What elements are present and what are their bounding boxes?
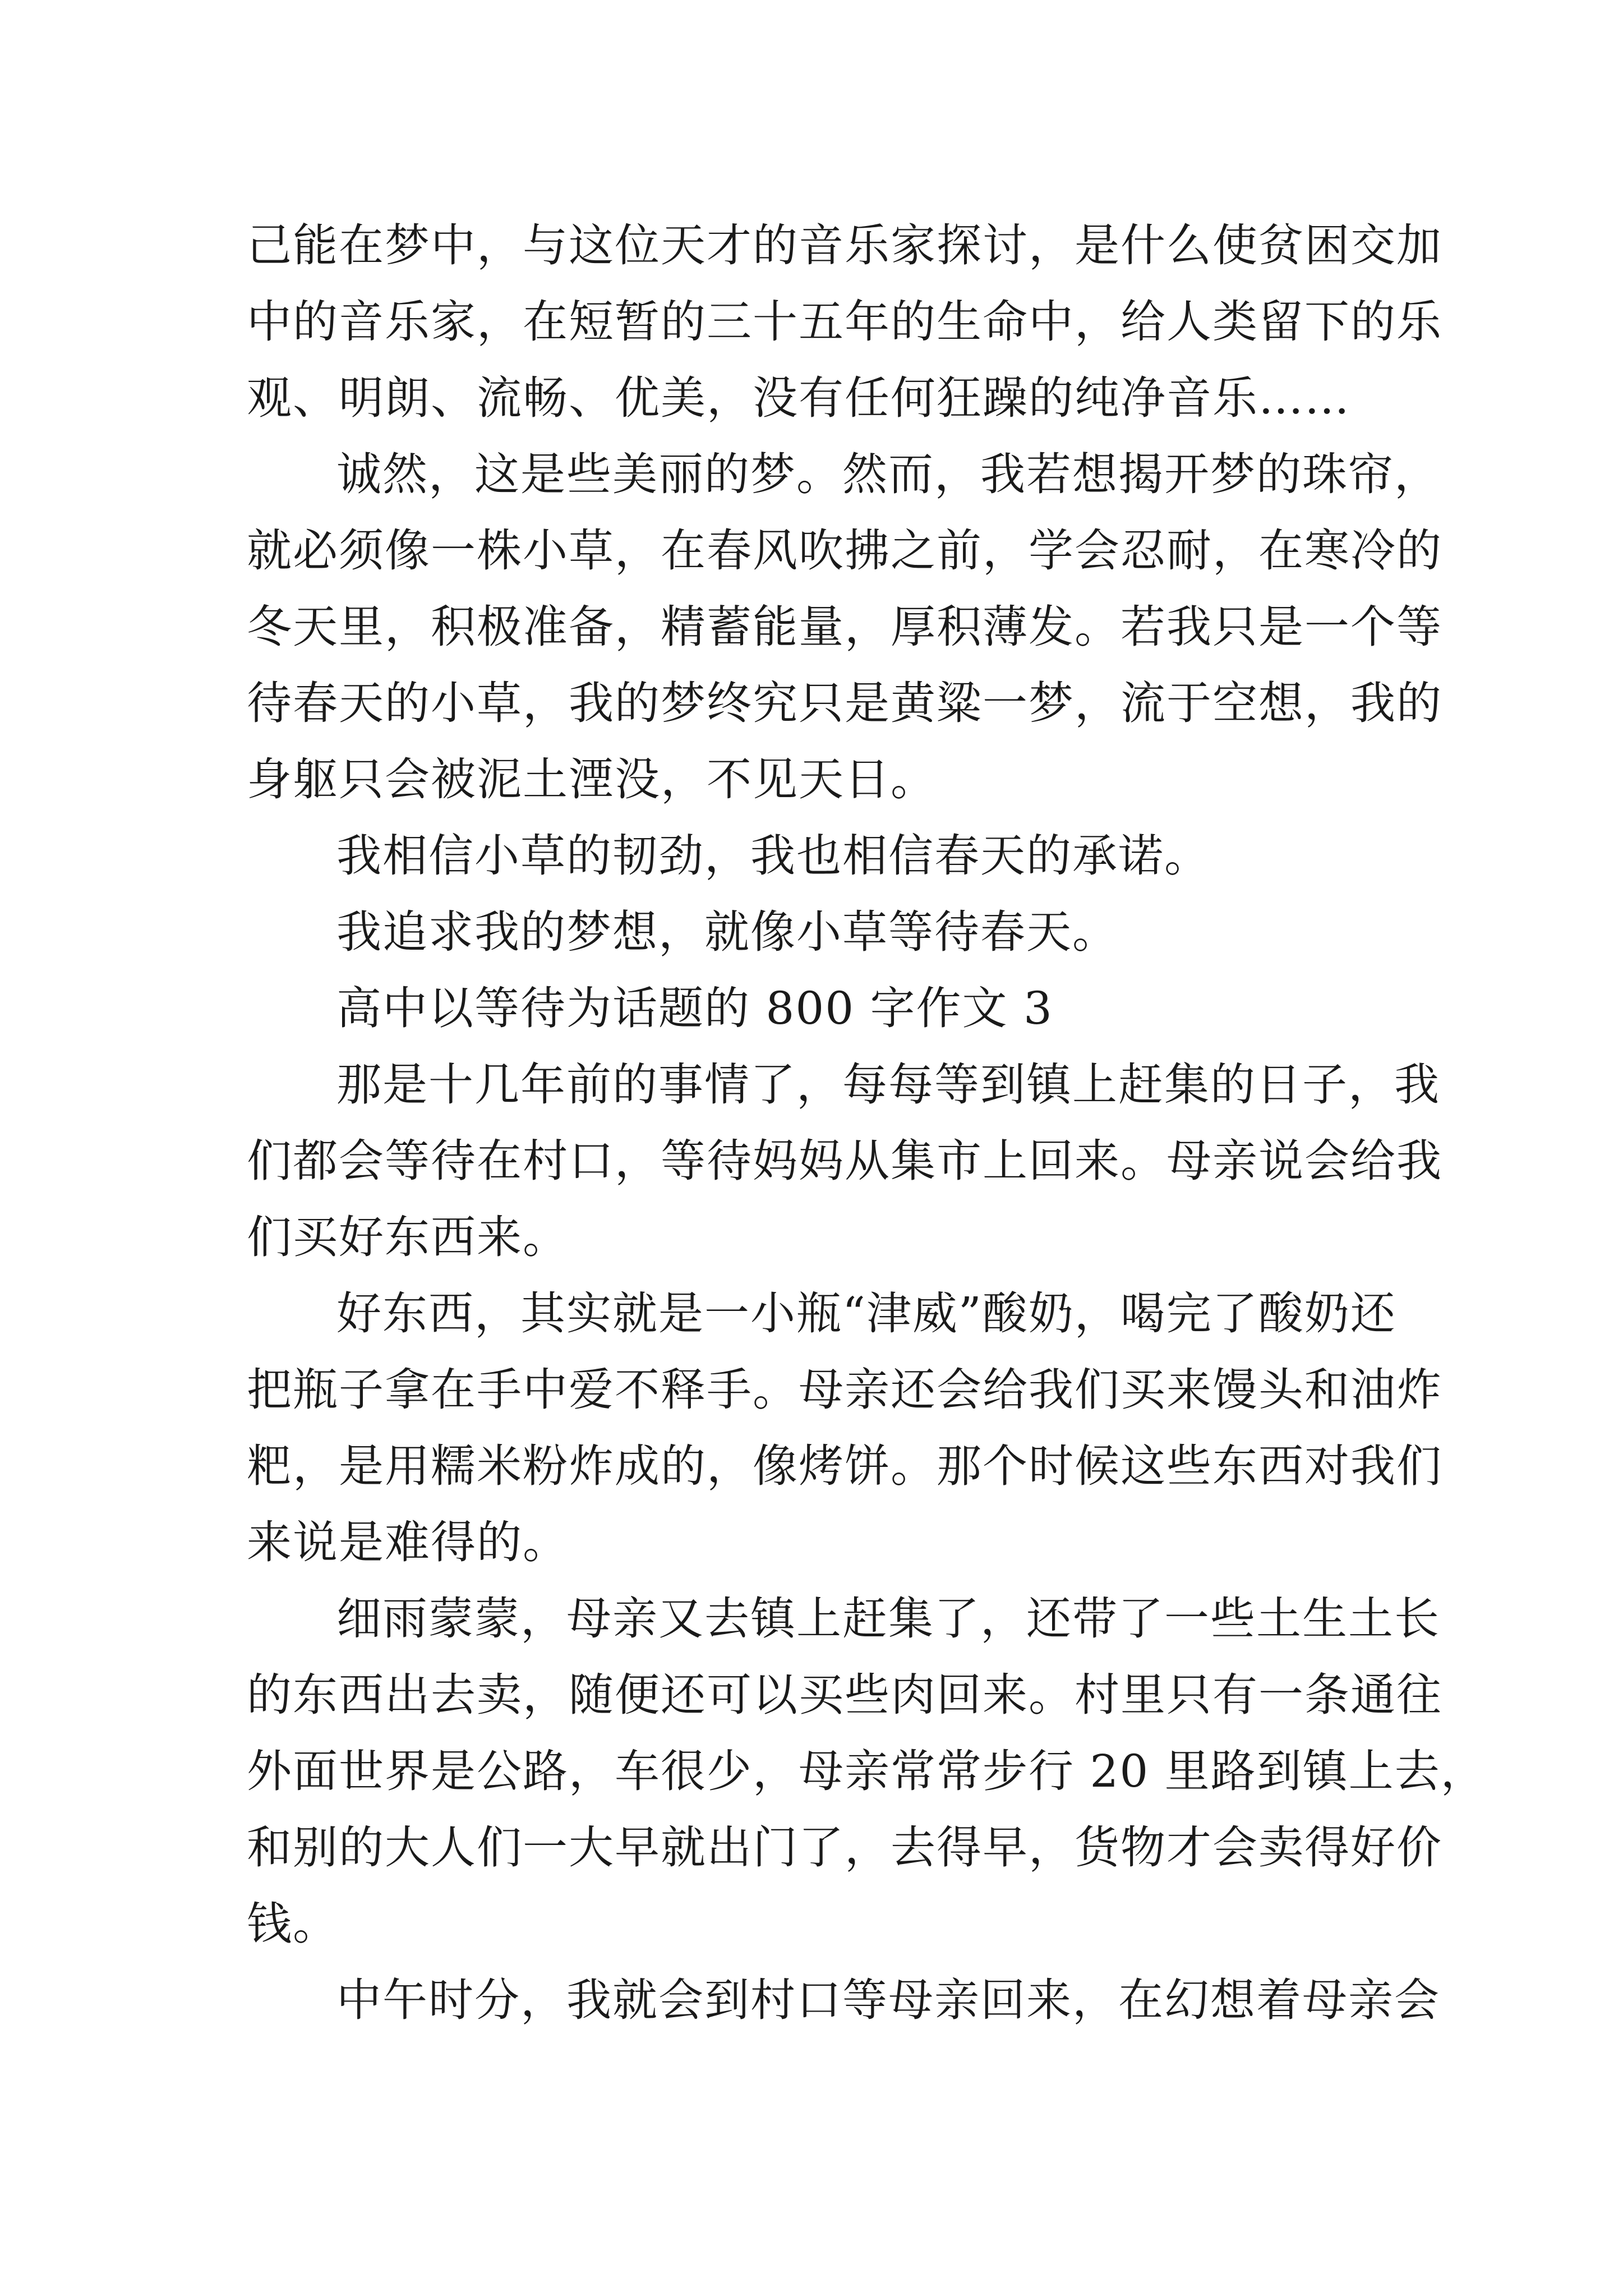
text-line: 中的音乐家，在短暂的三十五年的生命中，给人类留下的乐 <box>247 296 1442 348</box>
paragraph-start-line: 我追求我的梦想，就像小草等待春天。 <box>336 906 1118 958</box>
text-line: 们都会等待在村口，等待妈妈从集市上回来。母亲说会给我 <box>247 1135 1442 1187</box>
text-line: 的东西出去卖，随便还可以买些肉回来。村里只有一条通往 <box>247 1669 1442 1721</box>
paragraph-start-line: 我相信小草的韧劲，我也相信春天的承诺。 <box>336 830 1210 882</box>
text-line: 身躯只会被泥土湮没，不见天日。 <box>247 753 937 806</box>
body-text <box>247 208 1487 2039</box>
text-line: 和别的大人们一大早就出门了，去得早，货物才会卖得好价 <box>247 1821 1442 1874</box>
text-line: 来说是难得的。 <box>247 1516 569 1568</box>
paragraph-start-line: 好东西，其实就是一小瓶“津威”酸奶，喝完了酸奶还 <box>336 1287 1396 1340</box>
text-line: 钱。 <box>247 1898 339 1950</box>
text-line: 把瓶子拿在手中爱不释手。母亲还会给我们买来馒头和油炸 <box>247 1364 1442 1416</box>
paragraph-start-line: 细雨蒙蒙，母亲又去镇上赶集了，还带了一些土生土长 <box>336 1593 1440 1645</box>
paragraph-start-line: 那是十几年前的事情了，每每等到镇上赶集的日子，我 <box>336 1059 1440 1111</box>
text-line: 待春天的小草，我的梦终究只是黄粱一梦，流于空想，我的 <box>247 677 1442 729</box>
text-line: 粑，是用糯米粉炸成的，像烤饼。那个时候这些东西对我们 <box>247 1440 1442 1492</box>
paragraph-start-line: 中午时分，我就会到村口等母亲回来，在幻想着母亲会 <box>336 1974 1440 2026</box>
text-line: 冬天里，积极准备，精蓄能量，厚积薄发。若我只是一个等 <box>247 601 1442 653</box>
text-line: 己能在梦中，与这位天才的音乐家探讨，是什么使贫困交加 <box>247 219 1442 272</box>
text-line: 就必须像一株小草，在春风吹拂之前，学会忍耐，在寒冷的 <box>247 524 1442 577</box>
text-line: 观、明朗、流畅、优美，没有任何狂躁的纯净音乐…… <box>247 372 1350 424</box>
section-heading: 高中以等待为话题的 800 字作文 3 <box>336 982 1053 1034</box>
text-line: 们买好东西来。 <box>247 1211 569 1263</box>
paragraph-start-line: 诚然，这是些美丽的梦。然而，我若想揭开梦的珠帘， <box>336 448 1440 500</box>
text-line: 外面世界是公路，车很少，母亲常常步行 20 里路到镇上去， <box>247 1745 1487 1797</box>
